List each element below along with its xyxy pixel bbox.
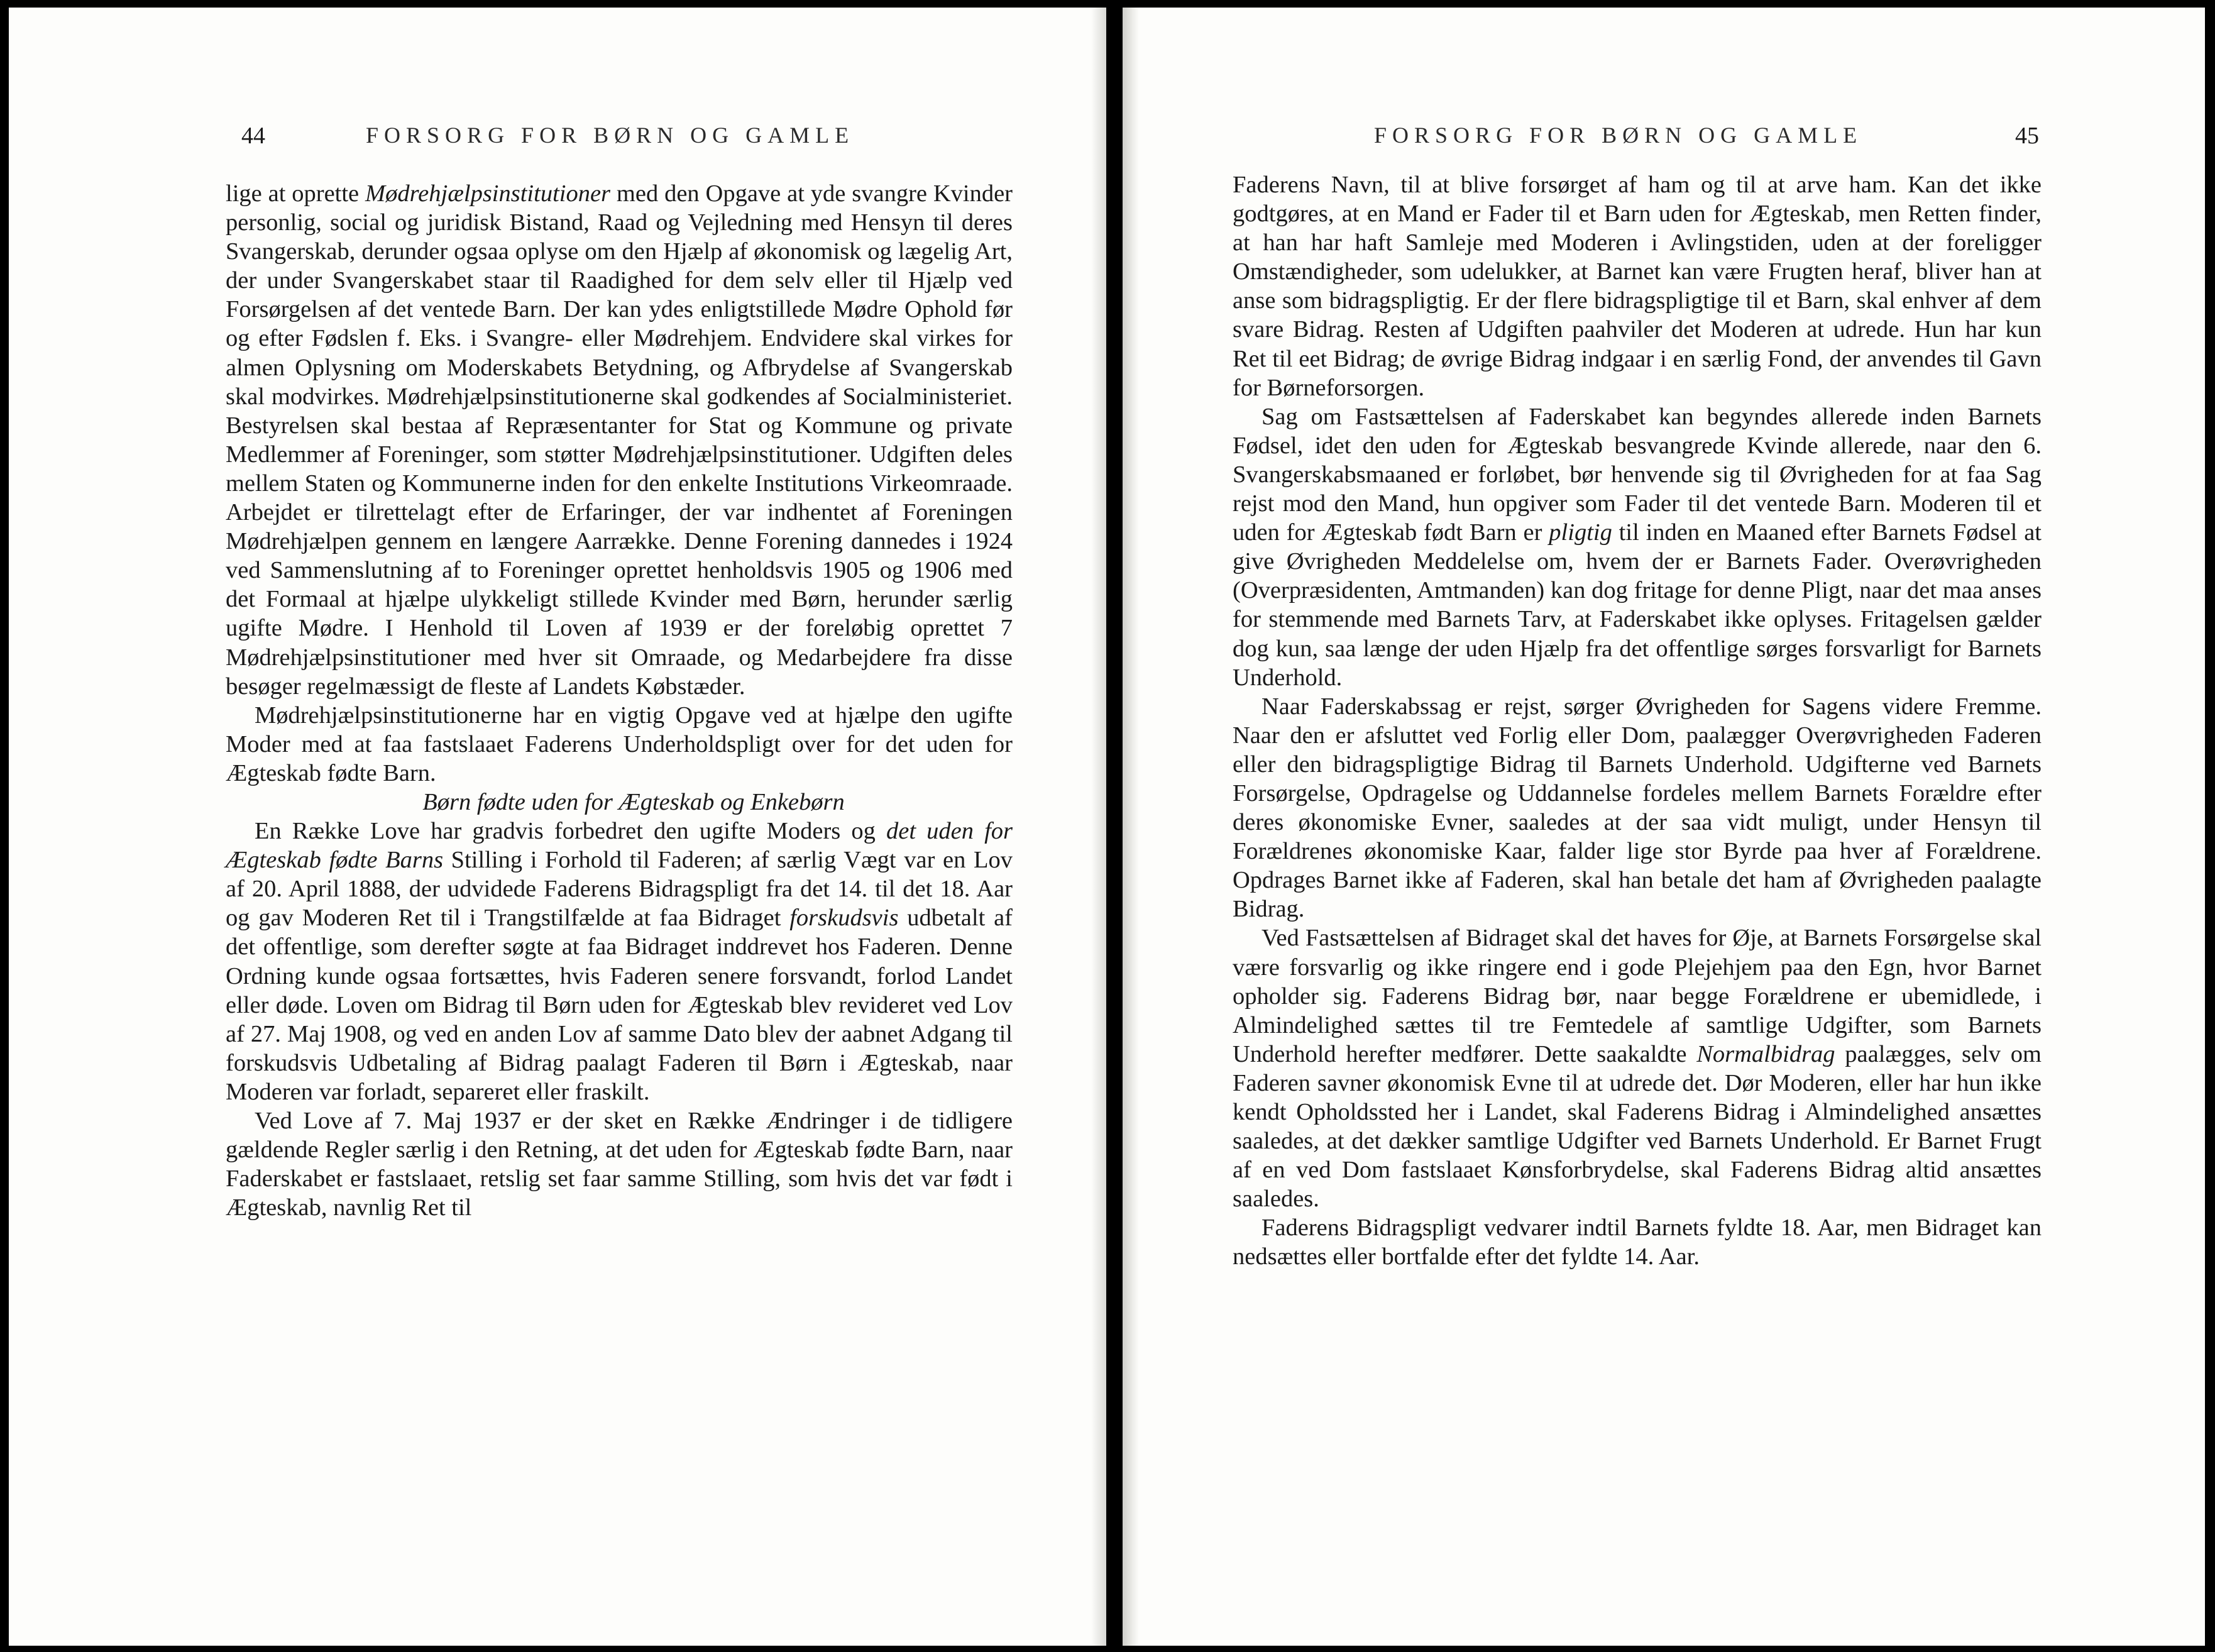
running-head: FORSORG FOR BØRN OG GAMLE [366, 123, 855, 148]
running-head: FORSORG FOR BØRN OG GAMLE [1374, 123, 1863, 148]
binding-shadow [1091, 8, 1106, 1646]
paragraph: Mødrehjælpsinstitutionerne har en vigtig Opgave ved at hjælpe den ugifte Moder med at faa fastslaaet Faderens Underholdspligt over for det uden for Ægteskab fødte Barn. [226, 702, 1013, 786]
paragraph: Naar Faderskabssag er rejst, sørger Øvrigheden for Sagens videre Fremme. Naar den er afsluttet ved Forlig eller Dom, paalægger Overøvrigheden Faderen eller den bidragspligtige Bidrag til Barnets Underhold. Udgifterne ved Barnets Forsørgelse, Opdragelse og Uddannelse fordeles mellem Barnets Forældre efter deres økonomiske Evner, saaledes at der saa vidt muligt, under Hensyn til Forældrenes økonomiske Kaar, falder lige stor Byrde paa hver af Forældrene. Opdrages Barnet ikke af Faderen, skal han betale det ham af Øvrigheden paalagte Bidrag. [1233, 693, 2042, 923]
paragraph: Ved Love af 7. Maj 1937 er der sket en Række Ændringer i de tidligere gældende Regler særlig i den Retning, at det uden for Ægteskab fødte Barn, naar Faderskabet er fastslaaet, retslig set faar samme Stilling, som hvis det var født i Ægteskab, navnlig Ret til [226, 1108, 1013, 1221]
paragraph: En Række Love har gradvis forbedret den ugifte Moders og det uden for Ægteskab fødte Barns Stilling i Forhold til Faderen; af særlig Vægt var en Lov af 20. April 1888, der udvidede Faderens Bidragspligt fra det 14. til det 18. Aar og gav Moderen Ret til i Trangstilfælde at faa Bidraget forskudsvis udbetalt af det offentlige, som derefter søgte at faa Bidraget inddrevet hos Faderen. Denne Ordning kunde ogsaa fortsættes, hvis Faderen senere forsvandt, forlod Landet eller døde. Loven om Bidrag til Børn uden for Ægteskab blev revideret ved Lov af 27. Maj 1908, og ved en anden Lov af samme Dato blev der aabnet Adgang til forskudsvis Udbetaling af Bidrag paalagt Faderen til Børn i Ægteskab, naar Moderen var forladt, separeret eller fraskilt. [226, 818, 1013, 1105]
page-number: 44 [241, 123, 265, 149]
paragraph: Faderens Bidragspligt vedvarer indtil Barnets fyldte 18. Aar, men Bidraget kan nedsættes eller bortfalde efter det fyldte 14. Aar. [1233, 1214, 2042, 1270]
paragraph: lige at oprette Mødrehjælpsinstitutioner med den Opgave at yde svangre Kvinder personlig, social og juridisk Bistand, Raad og Vejledning med Hensyn til deres Svangerskab, derunder ogsaa oplyse om den Hjælp af økonomisk og lægelig Art, der under Svangerskabet staar til Raadighed for dem selv eller til Hjælp ved Forsørgelsen af det ventede Barn. Der kan ydes enligtstillede Mødre Ophold før og efter Fødslen f. Eks. i Svangre- eller Mødrehjem. Endvidere skal virkes for almen Oplysning om Moderskabets Betydning, og Afbrydelse af Svangerskab skal modvirkes. Mødrehjælpsinstitutionerne skal godkendes af Socialministeriet. Bestyrelsen skal bestaa af Repræsentanter for Stat og Kommune og private Medlemmer af Foreninger, som støtter Mødrehjælpsinstitutioner. Udgiften deles mellem Staten og Kommunerne inden for den enkelte Institutions Virkeomraade. Arbejdet er tilrettelagt efter de Erfaringer, der var indhentet af Foreningen Mødrehjælpen gennem en længere Aarrække. Denne Forening dannedes i 1924 ved Sammenslutning af to Foreninger oprettet henholdsvis 1905 og 1906 med det Formaal at hjælpe ulykkeligt stillede Kvinder med Børn, herunder særlig ugifte Mødre. I Henhold til Loven af 1939 er der foreløbig oprettet 7 Mødrehjælpsinstitutioner med hver sit Omraade, og Medarbejdere fra disse besøger regelmæssigt de fleste af Landets Købstæder. [226, 180, 1013, 700]
section-heading: Børn fødte uden for Ægteskab og Enkebørn [422, 788, 845, 815]
body-text [226, 179, 1013, 1222]
right-page [1123, 8, 2205, 1646]
paragraph: Faderens Navn, til at blive forsørget af ham og til at arve ham. Kan det ikke godtgøres, at en Mand er Fader til et Barn uden for Ægteskab, men Retten finder, at han har haft Samleje med Moderen i Avlingstiden, uden at der foreligger Omstændigheder, som udelukker, at Barnet kan være Frugten heraf, bliver han at anse som bidragspligtig. Er der flere bidragspligtige til et Barn, skal enhver af dem svare Bidrag. Resten af Udgiften paahviler det Moderen at udrede. Hun har kun Ret til eet Bidrag; de øvrige Bidrag indgaar i en særlig Fond, der anvendes til Gavn for Børneforsorgen. [1233, 172, 2042, 401]
page-number: 45 [2015, 123, 2039, 149]
binding-shadow [1123, 8, 1139, 1646]
paragraph: Sag om Fastsættelsen af Faderskabet kan begyndes allerede inden Barnets Fødsel, idet den uden for Ægteskab besvangrede Kvinde allerede, naar den 6. Svangerskabsmaaned er forløbet, bør henvende sig til Øvrigheden for at faa Sag rejst mod den Mand, hun opgiver som Fader til det ventede Barn. Moderen til et uden for Ægteskab født Barn er pligtig til inden en Maaned efter Barnets Fødsel at give Øvrigheden Meddelelse om, hvem der er Barnets Fader. Overøvrigheden (Overpræsidenten, Amtmanden) kan dog fritage for denne Pligt, naar det maa anses for stemmende med Barnets Tarv, at Faderskabet ikke oplyses. Fritagelsen gælder dog kun, saa længe der uden Hjælp fra det offentlige sørges forsvarligt for Barnets Underhold. [1233, 403, 2042, 691]
body-text [1233, 170, 2042, 1272]
left-page [9, 8, 1106, 1646]
paragraph: Ved Fastsættelsen af Bidraget skal det haves for Øje, at Barnets Forsørgelse skal være forsvarlig og ikke ringere end i gode Plejehjem paa den Egn, hvor Barnet opholder sig. Faderens Bidrag bør, naar begge Forældrene er ubemidlede, i Almindelighed sættes til tre Femtedele af samtlige Udgifter, som Barnets Underhold herefter medfører. Dette saakaldte Normalbidrag paalægges, selv om Faderen savner økonomisk Evne til at udrede det. Dør Moderen, eller har hun ikke kendt Opholdssted her i Landet, skal Faderens Bidrag i Almindelighed ansættes saaledes, at det dækker samtlige Udgifter ved Barnets Underhold. Er Barnet Frugt af en ved Dom fastslaaet Kønsforbrydelse, skal Faderens Bidrag altid ansættes saaledes. [1233, 925, 2042, 1213]
